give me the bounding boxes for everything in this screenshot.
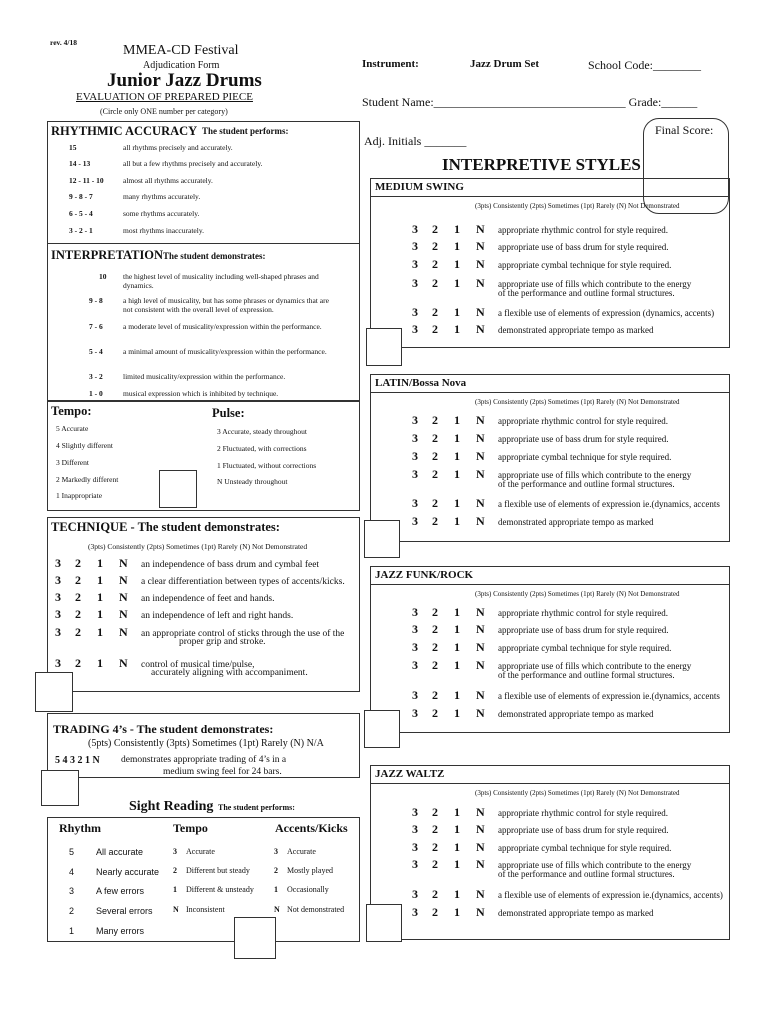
score-option-2[interactable]: 2 [432,467,438,481]
score-option-2[interactable]: 2 [432,822,438,836]
score-option-3[interactable]: 3 [412,322,418,336]
sr-accents-label: Accurate [287,847,316,856]
score-option-n[interactable]: N [476,222,485,236]
score-option-2[interactable]: 2 [432,496,438,510]
score-option-3[interactable]: 3 [412,840,418,854]
score-option-2[interactable]: 2 [75,656,81,670]
sr-accents-number[interactable]: N [274,905,280,914]
technique-criterion: control of musical time/pulse, [141,660,255,670]
score-option-3[interactable]: 3 [412,805,418,819]
score-option-n[interactable]: N [476,305,485,319]
rhythmic-criterion: most rhythms inaccurately. [123,226,204,235]
sr-accents-label: Not demonstrated [287,905,345,914]
interpretation-title: INTERPRETATION [51,248,164,262]
score-option-n[interactable]: N [476,431,485,445]
score-option-3[interactable]: 3 [412,305,418,319]
score-option-n[interactable]: N [476,322,485,336]
style-name: MEDIUM SWING [375,181,464,193]
sr-tempo-label: Different but steady [186,866,250,875]
score-option-3[interactable]: 3 [412,239,418,253]
interpretation-score-option[interactable]: 1 - 0 [89,389,103,398]
style-criterion: appropriate use of fills which contribute to the energy [498,860,692,870]
score-option-2[interactable]: 2 [432,605,438,619]
score-option-1[interactable]: 1 [454,413,460,427]
rhythmic-accuracy-title: RHYTHMIC ACCURACY [51,124,198,138]
score-option-1[interactable]: 1 [454,257,460,271]
score-option-1[interactable]: 1 [454,305,460,319]
style-header-divider [370,392,730,393]
sr-accents-number[interactable]: 1 [274,885,278,894]
score-option-n[interactable]: N [476,640,485,654]
technique-score-box[interactable] [35,672,73,712]
style-row [412,413,668,428]
score-option-3[interactable]: 3 [55,625,61,639]
score-option-n[interactable]: N [119,590,128,604]
technique-criterion: an independence of bass drum and cymbal feet [141,560,320,570]
style-row [412,222,668,237]
score-option-2[interactable]: 2 [432,887,438,901]
sr-rhythm-label: Several errors [96,906,153,916]
instrument-label: Instrument: [362,58,419,70]
score-option-n[interactable]: N [119,556,128,570]
interpretation-criterion: the highest level of musicality including well-shaped phrases and dynamics. [123,272,319,290]
sr-rhythm-number[interactable]: 4 [69,867,75,877]
sr-tempo-number[interactable]: N [173,905,179,914]
score-option-3[interactable]: 3 [412,514,418,528]
style-criterion: appropriate use of fills which contribute to the energy [498,279,692,289]
style-name: LATIN/Bossa Nova [375,377,467,389]
score-option-2[interactable]: 2 [432,658,438,672]
score-option-3[interactable]: 3 [412,605,418,619]
style-criterion: a flexible use of elements of expression ie.(dynamics, accents) [498,890,723,900]
style-criterion: appropriate use of bass drum for style required. [498,242,669,252]
score-option-2[interactable]: 2 [432,706,438,720]
style-row [412,431,668,446]
style-row [412,514,653,529]
score-option-2[interactable]: 2 [75,607,81,621]
sight-reading-score-box[interactable] [234,917,276,959]
score-option-2[interactable]: 2 [432,449,438,463]
style-criterion: demonstrated appropriate tempo as marked [498,325,654,335]
score-option-1[interactable]: 1 [454,322,460,336]
instrument-value: Jazz Drum Set [470,58,540,70]
style-row [412,605,668,620]
score-option-1[interactable]: 1 [454,622,460,636]
revision-label: rev. 4/18 [50,38,77,47]
score-option-1[interactable]: 1 [454,905,460,919]
style-criterion-cont: of the performance and outline formal structures. [498,869,675,879]
style-row [412,822,668,837]
rhythmic-criterion: many rhythms accurately. [123,192,201,201]
student-name-field[interactable]: Student Name:________________________________ Grade:______ [362,95,698,109]
style-criterion: a flexible use of elements of expression (dynamics, accents) [498,308,715,318]
divider [47,243,360,244]
technique-row [55,590,274,605]
rhythmic-accuracy-subtitle: The student performs: [202,126,289,136]
tempo-option[interactable]: 3 Different [56,458,89,467]
style-criterion: appropriate cymbal technique for style required. [498,452,672,462]
evaluation-heading: EVALUATION OF PREPARED PIECE [76,91,253,103]
score-option-2[interactable]: 2 [75,625,81,639]
sr-rhythm-label: All accurate [96,847,144,857]
technique-scale: (3pts) Consistently (2pts) Sometimes (1pt) Rarely (N) Not Demonstrated [88,542,308,551]
score-option-3[interactable]: 3 [412,622,418,636]
technique-criterion: an independence of feet and hands. [141,594,275,604]
interpretation-score-option[interactable]: 10 [99,272,107,281]
sight-reading-title: Sight Reading [129,799,214,814]
form-type: Adjudication Form [143,60,220,71]
score-option-2[interactable]: 2 [432,805,438,819]
score-option-n[interactable]: N [476,496,485,510]
score-option-3[interactable]: 3 [412,887,418,901]
score-option-1[interactable]: 1 [454,605,460,619]
score-option-n[interactable]: N [476,449,485,463]
school-code-field[interactable]: School Code:________ [588,58,701,72]
score-option-2[interactable]: 2 [432,276,438,290]
score-option-2[interactable]: 2 [432,257,438,271]
score-option-3[interactable]: 3 [412,257,418,271]
sr-tempo-number[interactable]: 2 [173,866,177,875]
pulse-option[interactable]: N Unsteady throughout [217,477,288,486]
rhythmic-criterion: almost all rhythms accurately. [123,176,213,185]
score-option-1[interactable]: 1 [454,688,460,702]
style-criterion: appropriate use of bass drum for style required. [498,434,669,444]
score-option-n[interactable]: N [119,573,128,587]
score-option-1[interactable]: 1 [454,222,460,236]
rhythmic-score-option[interactable]: 15 [69,143,77,152]
style-criterion: appropriate rhythmic control for style required. [498,608,668,618]
score-option-n[interactable]: N [119,625,128,639]
style-criterion-cont: of the performance and outline formal structures. [498,479,675,489]
score-option-n[interactable]: N [476,467,485,481]
style-criterion-cont: of the performance and outline formal structures. [498,670,675,680]
sr-accents-number[interactable]: 3 [274,847,278,856]
rhythmic-score-option[interactable]: 12 - 11 - 10 [69,176,104,185]
interpretation-criterion: limited musicality/expression within the performance. [123,372,286,381]
pulse-option[interactable]: 1 Fluctuated, without corrections [217,461,317,470]
style-criterion: appropriate use of fills which contribute to the energy [498,470,692,480]
sr-rhythm-number[interactable]: 2 [69,906,75,916]
style-criterion: appropriate cymbal technique for style required. [498,260,672,270]
interpretation-score-option[interactable]: 7 - 6 [89,322,103,331]
tempo-option[interactable]: 4 Slightly different [56,441,113,450]
style-row [412,640,671,655]
sr-rhythm-number[interactable]: 1 [69,926,75,936]
score-option-3[interactable]: 3 [55,556,61,570]
interpretation-subtitle: The student demonstrates: [163,251,266,261]
sr-accents-number[interactable]: 2 [274,866,278,875]
score-option-3[interactable]: 3 [412,467,418,481]
score-option-1[interactable]: 1 [454,496,460,510]
style-row [412,449,671,464]
style-row [412,496,720,511]
score-option-1[interactable]: 1 [454,467,460,481]
sr-accents-label: Occasionally [287,885,329,894]
style-name: JAZZ WALTZ [375,768,445,780]
style-criterion: appropriate rhythmic control for style required. [498,808,668,818]
interpretation-criterion: musical expression which is inhibited by technique. [123,389,279,398]
score-option-3[interactable]: 3 [412,413,418,427]
style-criterion: demonstrated appropriate tempo as marked [498,517,654,527]
score-option-n[interactable]: N [476,658,485,672]
score-option-2[interactable]: 2 [432,640,438,654]
score-option-1[interactable]: 1 [97,656,103,670]
sr-tempo-number[interactable]: 3 [173,847,177,856]
pulse-title: Pulse: [212,406,245,420]
sr-tempo-label: Different & unsteady [186,885,254,894]
score-option-n[interactable]: N [119,607,128,621]
col-rhythm-header: Rhythm [59,821,102,835]
style-criterion: appropriate cymbal technique for style required. [498,843,672,853]
sight-reading-subtitle: The student performs: [218,803,295,812]
score-option-1[interactable]: 1 [97,625,103,639]
style-score-box[interactable] [366,328,402,366]
style-criterion: appropriate use of bass drum for style required. [498,625,669,635]
style-score-box[interactable] [364,710,400,748]
score-option-n[interactable]: N [476,706,485,720]
col-tempo-header: Tempo [173,821,208,835]
rhythmic-score-option[interactable]: 3 - 2 - 1 [69,226,93,235]
interpretation-score-option[interactable]: 9 - 8 [89,296,103,305]
score-option-3[interactable]: 3 [412,658,418,672]
sr-tempo-label: Inconsistent [186,905,225,914]
technique-criterion: a clear differentiation between types of accents/kicks. [141,577,345,587]
score-option-2[interactable]: 2 [432,514,438,528]
style-scale: (3pts) Consistently (2pts) Sometimes (1pt) Rarely (N) Not Demonstrated [475,398,680,406]
sr-rhythm-label: Nearly accurate [96,867,160,877]
sr-accents-label: Mostly played [287,866,333,875]
form-title: Junior Jazz Drums [107,70,262,91]
score-option-3[interactable]: 3 [412,496,418,510]
score-option-n[interactable]: N [476,688,485,702]
sr-rhythm-number[interactable]: 3 [69,886,75,896]
score-option-3[interactable]: 3 [412,276,418,290]
score-option-3[interactable]: 3 [412,449,418,463]
score-option-1[interactable]: 1 [454,857,460,871]
tempo-option[interactable]: 5 Accurate [56,424,89,433]
score-option-2[interactable]: 2 [432,431,438,445]
style-name: JAZZ FUNK/ROCK [375,569,474,581]
style-row [412,305,714,320]
style-row [412,805,668,820]
style-row [412,887,723,902]
score-option-n[interactable]: N [476,857,485,871]
score-option-n[interactable]: N [476,840,485,854]
style-row [412,622,668,637]
rhythmic-score-option[interactable]: 9 - 8 - 7 [69,192,93,201]
sr-rhythm-number[interactable]: 5 [69,847,75,857]
style-row [412,706,653,721]
style-criterion: a flexible use of elements of expression ie.(dynamics, accents [498,691,720,701]
score-option-n[interactable]: N [476,276,485,290]
style-scale: (3pts) Consistently (2pts) Sometimes (1pt) Rarely (N) Not Demonstrated [475,789,680,797]
pulse-option[interactable]: 3 Accurate, steady throughout [217,427,307,436]
style-row [412,688,720,703]
rhythmic-criterion: some rhythms accurately. [123,209,200,218]
trading-title: TRADING 4’s - The student demonstrates: [53,722,274,736]
score-option-1[interactable]: 1 [454,640,460,654]
score-option-n[interactable]: N [476,905,485,919]
score-option-1[interactable]: 1 [97,590,103,604]
score-option-3[interactable]: 3 [412,905,418,919]
score-option-2[interactable]: 2 [432,322,438,336]
rhythmic-score-option[interactable]: 14 - 13 [69,159,91,168]
score-option-1[interactable]: 1 [97,607,103,621]
score-option-2[interactable]: 2 [75,590,81,604]
style-criterion: appropriate rhythmic control for style required. [498,416,668,426]
score-option-3[interactable]: 3 [55,573,61,587]
score-option-2[interactable]: 2 [75,556,81,570]
score-option-n[interactable]: N [476,822,485,836]
score-option-3[interactable]: 3 [412,706,418,720]
score-option-3[interactable]: 3 [55,656,61,670]
tempo-title: Tempo: [51,404,92,418]
style-criterion: appropriate use of bass drum for style required. [498,825,669,835]
score-option-1[interactable]: 1 [454,840,460,854]
score-option-n[interactable]: N [476,605,485,619]
style-criterion: demonstrated appropriate tempo as marked [498,908,654,918]
score-option-1[interactable]: 1 [454,431,460,445]
final-score-label: Final Score: [655,123,714,137]
technique-criterion-cont: accurately aligning with accompaniment. [151,668,308,678]
technique-row [55,573,345,588]
score-option-3[interactable]: 3 [55,590,61,604]
score-option-n[interactable]: N [476,887,485,901]
score-option-n[interactable]: N [476,805,485,819]
technique-criterion: an appropriate control of sticks through the use of the [141,629,345,639]
style-criterion: appropriate cymbal technique for style required. [498,643,672,653]
interpretation-criterion: a moderate level of musicality/expression within the performance. [123,322,322,331]
technique-criterion-cont: proper grip and stroke. [179,637,266,647]
score-option-1[interactable]: 1 [454,514,460,528]
style-criterion-cont: of the performance and outline formal structures. [498,288,675,298]
style-header-divider [370,584,730,585]
style-header-divider [370,196,730,197]
style-row [412,239,668,254]
interpretation-score-option[interactable]: 5 - 4 [89,347,103,356]
score-option-1[interactable]: 1 [454,449,460,463]
style-scale: (3pts) Consistently (2pts) Sometimes (1pt) Rarely (N) Not Demonstrated [475,590,680,598]
rhythmic-score-option[interactable]: 6 - 5 - 4 [69,209,93,218]
score-option-n[interactable]: N [119,656,128,670]
tempo-option[interactable]: 2 Markedly different [56,475,119,484]
score-option-3[interactable]: 3 [412,640,418,654]
col-accents-header: Accents/Kicks [275,821,348,835]
score-option-2[interactable]: 2 [75,573,81,587]
sr-rhythm-label: A few errors [96,886,145,896]
trading-score-box[interactable] [41,770,79,806]
score-option-2[interactable]: 2 [432,413,438,427]
technique-row [55,607,293,622]
score-option-1[interactable]: 1 [454,276,460,290]
score-option-1[interactable]: 1 [97,556,103,570]
score-option-1[interactable]: 1 [454,658,460,672]
circle-note: (Circle only ONE number per category) [100,107,228,116]
style-score-box[interactable] [364,520,400,558]
trading-criterion: demonstrates appropriate trading of 4’s in a [121,755,287,765]
sr-rhythm-label: Many errors [96,926,145,936]
score-option-2[interactable]: 2 [432,905,438,919]
score-option-2[interactable]: 2 [432,840,438,854]
style-criterion: appropriate rhythmic control for style required. [498,225,668,235]
rhythmic-criterion: all but a few rhythms precisely and accurately. [123,159,263,168]
score-option-3[interactable]: 3 [55,607,61,621]
tempo-pulse-score-box[interactable] [159,470,197,508]
score-option-n[interactable]: N [476,514,485,528]
interpretation-criterion: a high level of musicality, but has some phrases or dynamics that are not consistent with the overall level of expression. [123,296,329,314]
interpretive-styles-title: INTERPRETIVE STYLES [442,155,641,174]
score-option-3[interactable]: 3 [412,822,418,836]
score-option-1[interactable]: 1 [454,239,460,253]
style-criterion: demonstrated appropriate tempo as marked [498,709,654,719]
score-option-2[interactable]: 2 [432,857,438,871]
score-option-1[interactable]: 1 [454,887,460,901]
trading-scale: (5pts) Consistently (3pts) Sometimes (1pt) Rarely (N) N/A [88,738,324,749]
style-criterion: a flexible use of elements of expression ie.(dynamics, accents [498,499,720,509]
score-option-3[interactable]: 3 [412,857,418,871]
rhythmic-criterion: all rhythms precisely and accurately. [123,143,233,152]
style-score-box[interactable] [366,904,402,942]
style-row [412,905,653,920]
pulse-option[interactable]: 2 Fluctuated, with corrections [217,444,307,453]
score-option-1[interactable]: 1 [454,805,460,819]
score-option-1[interactable]: 1 [97,573,103,587]
score-option-2[interactable]: 2 [432,305,438,319]
score-option-3[interactable]: 3 [412,222,418,236]
festival-name: MMEA-CD Festival [123,43,239,58]
score-option-2[interactable]: 2 [432,239,438,253]
sr-tempo-number[interactable]: 1 [173,885,177,894]
adj-initials-field[interactable]: Adj. Initials _______ [364,134,467,148]
score-option-3[interactable]: 3 [412,688,418,702]
style-row [412,322,653,337]
score-option-n[interactable]: N [476,413,485,427]
style-header-divider [370,783,730,784]
technique-row [55,556,319,571]
style-row [412,840,671,855]
score-option-3[interactable]: 3 [412,431,418,445]
trading-score-options[interactable]: 5 4 3 2 1 N [55,755,100,766]
style-scale: (3pts) Consistently (2pts) Sometimes (1pt) Rarely (N) Not Demonstrated [475,202,680,210]
style-row [412,257,671,272]
trading-criterion-cont: medium swing feel for 24 bars. [163,767,282,777]
score-option-1[interactable]: 1 [454,706,460,720]
style-criterion: appropriate use of fills which contribute to the energy [498,661,692,671]
score-option-2[interactable]: 2 [432,622,438,636]
score-option-2[interactable]: 2 [432,222,438,236]
technique-criterion: an independence of left and right hands. [141,611,294,621]
technique-title: TECHNIQUE - The student demonstrates: [51,520,280,534]
tempo-option[interactable]: 1 Inappropriate [56,491,103,500]
score-option-1[interactable]: 1 [454,822,460,836]
sr-tempo-label: Accurate [186,847,215,856]
score-option-n[interactable]: N [476,239,485,253]
interpretation-score-option[interactable]: 3 - 2 [89,372,103,381]
score-option-2[interactable]: 2 [432,688,438,702]
score-option-n[interactable]: N [476,257,485,271]
score-option-n[interactable]: N [476,622,485,636]
interpretation-criterion: a minimal amount of musicality/expression within the performance. [123,347,327,356]
